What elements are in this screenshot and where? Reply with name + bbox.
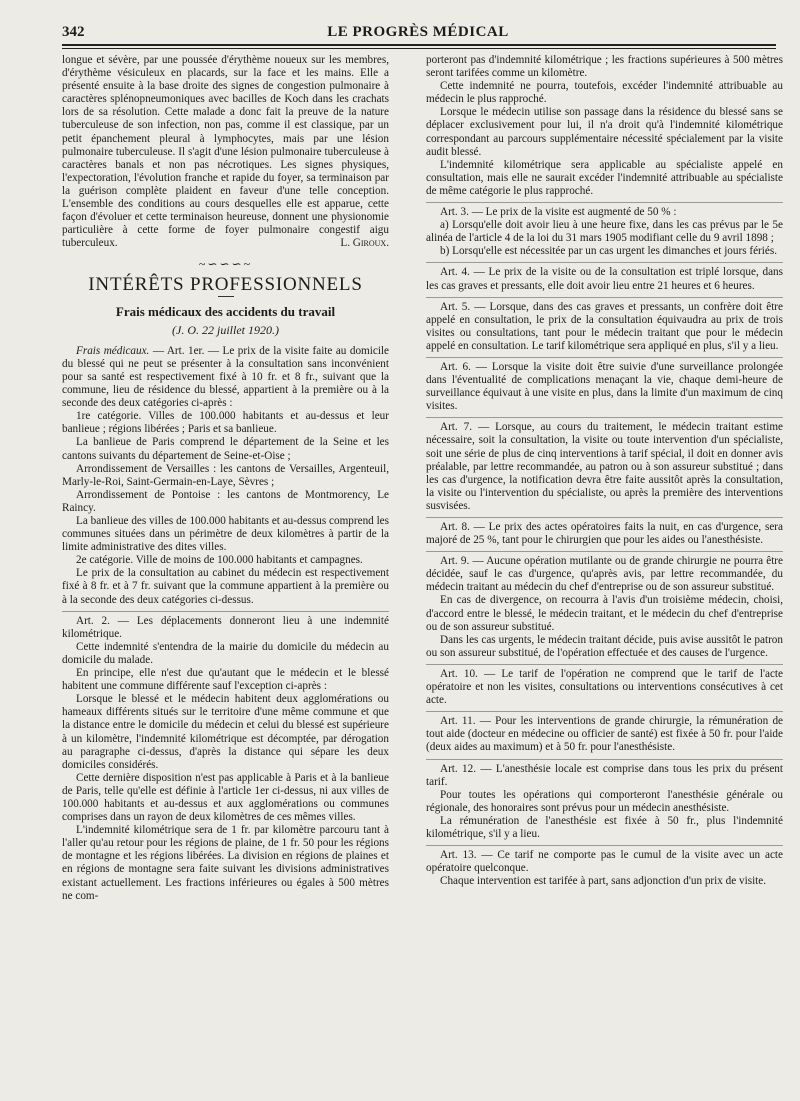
page-number: 342 <box>62 24 85 40</box>
paragraph: 1re catégorie. Villes de 100.000 habitants et au-dessus et leur banlieue ; régions libérées ; Paris et sa banlieue. <box>62 410 389 436</box>
article-separator <box>426 262 783 263</box>
paragraph: Le prix de la consultation au cabinet du médecin est respectivement fixé à 8 fr. et à 7 fr. suivant que la commune appartient à la première ou à la seconde des deux catégories ci-dessus. <box>62 567 389 606</box>
paragraph: La banlieue de Paris comprend le département de la Seine et les cantons suivants du département de Seine-et-Oise ; <box>62 436 389 462</box>
article-11: Art. 11. — Pour les interventions de grande chirurgie, la rémunération de tout aide (docteur en médecine ou officier de santé) est fixée à 50 fr. pour l'aide (deux aides au maximum) et à 50 fr. pour l'anesthésiste. <box>426 715 783 754</box>
paragraph: L'indemnité kilométrique sera de 1 fr. par kilomètre parcouru tant à l'aller qu'au retour pour les régions de plaine, de 1 fr. 50 pour les régions de montagne et les régions libérées. La division en régions de plaines et en régions de montagne sera faite suivant les divisions administratives existant actuellement. Les fractions inférieures ou égales à 500 mètres ne com- <box>62 824 389 902</box>
article-3: Art. 3. — Le prix de la visite est augmenté de 50 % : <box>440 206 677 219</box>
article-1: Frais médicaux. — Art. 1er. — Le prix de la visite faite au domicile du blessé qui ne peut se présenter à la consultation sans inconvénient pour sa santé est respectivement fixé à 10 fr. et 8 fr., suivant que la commune, lieu de résidence du blessé, appartient à la première ou à la seconde des deux catégories ci-après : <box>62 344 389 410</box>
paragraph: b) Lorsqu'elle est nécessitée par un cas urgent les dimanches et jours fériés. <box>440 245 778 258</box>
article-2: Art. 2. — Les déplacements donneront lieu à une indemnité kilométrique. <box>62 614 389 640</box>
article-separator <box>426 664 783 665</box>
paragraph: Arrondissement de Pontoise : les cantons de Montmorency, Le Raincy. <box>62 488 389 514</box>
paragraph: Dans les cas urgents, le médecin traitant décide, puis avise aussitôt le patron ou son assureur substitué, de l'opération effectuée et des causes de l'urgence. <box>426 633 783 659</box>
article-separator <box>426 711 783 712</box>
paragraph: En cas de divergence, on recourra à l'avis d'un troisième médecin, choisi, d'accord entre le blessé, le médecin traitant, et le médecin du chef d'entreprise ou de son assureur substitué. <box>426 594 783 633</box>
article-separator <box>426 517 783 518</box>
article-separator <box>426 551 783 552</box>
running-head <box>62 20 774 42</box>
paragraph: Lorsque le médecin utilise son passage dans la résidence du blessé sans se déplacer exclusivement pour lui, il n'a droit qu'à l'indemnité kilométrique correspondant au parcours supplémentaire nécessité spécialement par la visite audit blessé. <box>426 106 783 158</box>
paragraph: Cette dernière disposition n'est pas applicable à Paris et à la banlieue de Paris, telle qu'elle est définie à l'article 1er ci-dessus, ni aux villes de 100.000 habitants et au-dessus et aux agglomérations ou communes comprises dans un rayon de deux kilomètres de ces mêmes villes. <box>62 771 389 824</box>
intro-label: Frais médicaux. <box>76 344 150 357</box>
section-title: INTÉRÊTS PROFESSIONNELS <box>88 273 363 295</box>
paragraph-continued: porteront pas d'indemnité kilométrique ; les fractions supérieures à 500 mètres seront tarifées comme un kilomètre. <box>426 54 783 80</box>
article-7: Art. 7. — Lorsque, au cours du traitement, le médecin traitant estime nécessaire, soit la consultation, la visite ou toute intervention d'un spécialiste, soit une série de plus de cinq interventions à tarif spécial, il doit en donner avis préalable, par lettre recommandée, au patron ou à son assureur substitué ; dans les cas d'urgence, la notification devra être faite aussitôt après la consultation, la visite ou l'intervention du spécialiste, ou après la première des interventions susvisées. <box>426 421 783 512</box>
article-source: (J. O. 22 juillet 1920.) <box>172 322 279 337</box>
paragraph: 2e catégorie. Ville de moins de 100.000 habitants et campagnes. <box>76 554 363 567</box>
article-separator <box>426 202 783 203</box>
article-separator <box>426 759 783 760</box>
paragraph: La banlieue des villes de 100.000 habitants et au-dessus comprend les communes situées dans un périmètre de deux kilomètres à partir de la limite administrative des dites villes. <box>62 515 389 554</box>
article-separator <box>426 845 783 846</box>
paragraph: a) Lorsqu'elle doit avoir lieu à une heure fixe, dans les cas prévus par le 5e alinéa de l'article 4 de la loi du 31 mars 1905 modifiant celle du 9 avril 1898 ; <box>426 219 783 245</box>
paragraph: Lorsque le blessé et le médecin habitent deux agglomérations ou hameaux différents situés sur le territoire d'une même commune et que la distance entre le domicile du médecin et celui du blessé est supérieure à un kilomètre, l'indemnité kilométrique est décomptée, par dérogation au paragraphe ci-dessus, d'après la distance qui sépare les deux domiciles considérés. <box>62 693 389 771</box>
article-8: Art. 8. — Le prix des actes opératoires faits la nuit, en cas d'urgence, sera majoré de 25 %, tant pour le chirurgien que pour les aides ou l'anesthésiste. <box>426 521 783 547</box>
journal-title: LE PROGRÈS MÉDICAL <box>327 24 509 40</box>
right-column <box>426 54 783 1094</box>
author-signature: L. Giroux. <box>340 237 389 250</box>
previous-article-end: longue et sévère, par une poussée d'érythème noueux sur les membres, d'érythème vésiculeux en placards, sur la face et les mains. Elle a présenté ensuite à la base droite des signes de congestion pulmonaire à caractères splénopneumoniques avec bacilles de Koch dans les crachats lors de sa résolution. Cette malade a donc fait la preuve de la nature tuberculeuse de son infection, non pas, comme il est classique, par un petit épanchement pleural à lymphocytes, mais par une lésion pulmonaire tuberculeuse. Il s'agit d'une lésion pulmonaire tuberculeuse à caractères banals et non pas nécrotiques. Les signes physiques, l'expectoration, l'évolution franche et rapide du foyer, sa terminaison par la guérison complète plaident en faveur d'une telle conception. L'ensemble des conditions au cours desquelles elle est apparue, cette façon d'évoluer et cette terminaison heureuse, donnent une physionomie particulière à cette forme de foyer pulmonaire congestif aigu tuberculeux. L. Giroux. <box>62 54 389 250</box>
title-rule <box>218 296 234 297</box>
article-13: Art. 13. — Ce tarif ne comporte pas le cumul de la visite avec un acte opératoire quelconque. <box>426 849 783 875</box>
paragraph: Chaque intervention est tarifée à part, sans adjonction d'un prix de visite. <box>440 875 767 888</box>
article-title: Frais médicaux des accidents du travail <box>115 303 336 319</box>
article-separator <box>62 611 389 612</box>
paragraph: Pour toutes les opérations qui comporteront l'anesthésie générale ou régionale, des honoraires sont prévus pour un médecin anesthésiste. <box>426 788 783 814</box>
header-rule <box>62 44 776 46</box>
article-10: Art. 10. — Le tarif de l'opération ne comprend que le tarif de l'acte opératoire et non les visites, consultations ou interventions consécutives à cet acte. <box>426 667 783 707</box>
article-5: Art. 5. — Lorsque, dans des cas graves et pressants, un confrère doit être appelé en consultation, le prix de la consultation équivaudra au prix de trois visites ou consultations, tant pour le médecin traitant que pour le médecin appelé en consultation. Le tarif kilométrique sera appliqué en plus, s'il y a lieu. <box>426 300 783 352</box>
article-9: Art. 9. — Aucune opération mutilante ou de grande chirurgie ne pourra être décidée, sauf le cas d'urgence, qu'après avis, par lettre recommandée, du médecin traitant au médecin du chef d'entreprise ou de son assureur substitué. <box>426 555 783 594</box>
paragraph: En principe, elle n'est due qu'autant que le médecin et le blessé habitent une commune différente sauf l'exception ci-après : <box>62 667 389 693</box>
article-separator <box>426 417 783 418</box>
paragraph: L'indemnité kilométrique sera applicable au spécialiste appelé en consultation, mais elle ne saurait excéder l'indemnité attribuable au spécialiste de même catégorie le plus rapproché. <box>426 158 783 197</box>
article-separator <box>426 297 783 298</box>
article-6: Art. 6. — Lorsque la visite doit être suivie d'une surveillance prolongée dans l'éventualité de complications menaçant la vie, chaque demi-heure de surveillance équivaut à une visite en plus, dans la limite d'un maximum de cinq visites. <box>426 360 783 413</box>
article-4: Art. 4. — Le prix de la visite ou de la consultation est triplé lorsque, dans les cas graves et pressants, elle doit avoir lieu entre 21 heures et 6 heures. <box>426 266 783 292</box>
article-separator <box>426 357 783 358</box>
paragraph: Cette indemnité s'entendra de la mairie du domicile du médecin au domicile du malade. <box>62 640 389 666</box>
paragraph: Cette indemnité ne pourra, toutefois, excéder l'indemnité attribuable au médecin le plus rapproché. <box>426 80 783 106</box>
article-12: Art. 12. — L'anesthésie locale est comprise dans tous les prix du présent tarif. <box>426 762 783 788</box>
ornament-divider: ~∽∽∽~ <box>198 257 253 272</box>
left-column <box>62 54 389 1094</box>
paragraph: Arrondissement de Versailles : les cantons de Versailles, Argenteuil, Marly-le-Roi, Saint-Germain-en-Laye, Sèvres ; <box>62 462 389 488</box>
paragraph: La rémunération de l'anesthésie est fixée à 50 fr., plus l'indemnité kilométrique, s'il y a lieu. <box>426 814 783 840</box>
header-rule-thin <box>62 48 776 49</box>
